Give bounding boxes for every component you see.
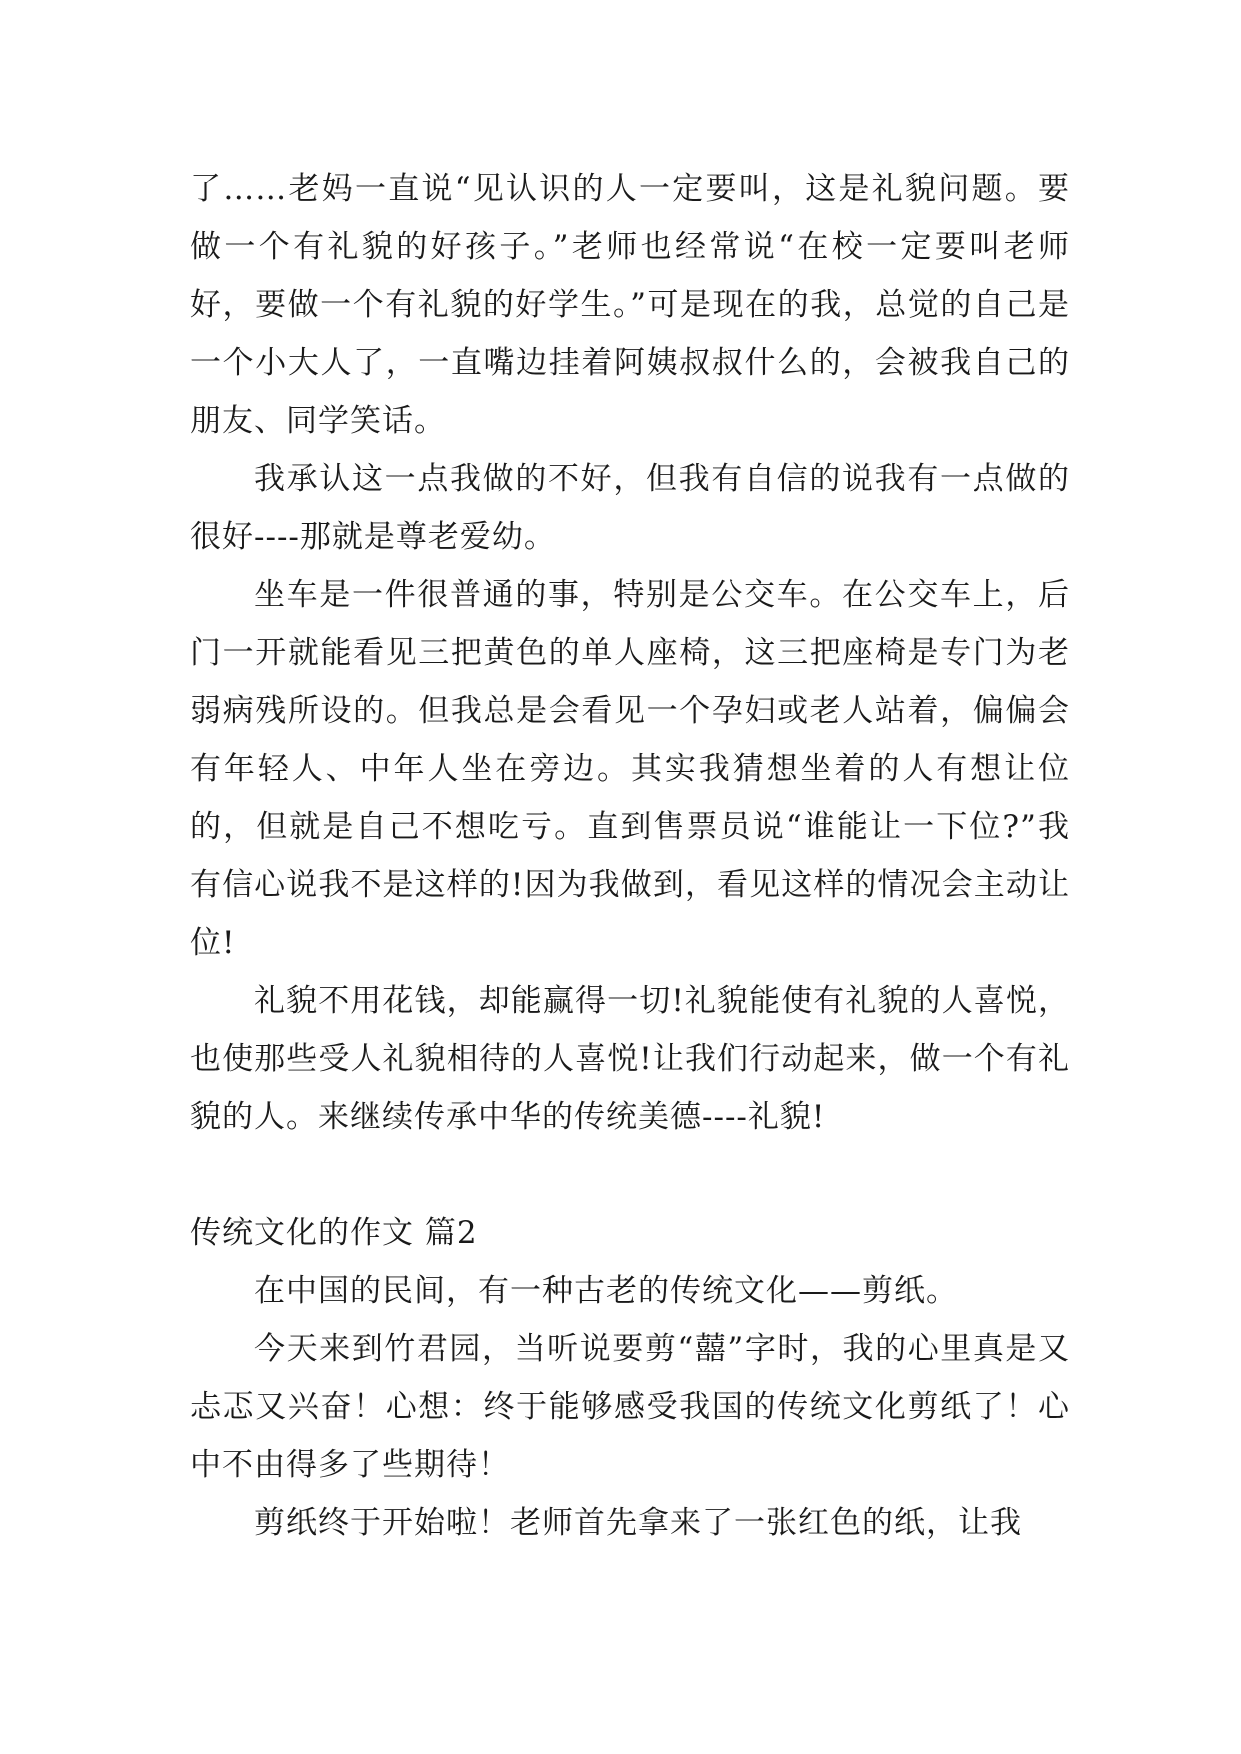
section-paragraph-3: 剪纸终于开始啦！老师首先拿来了一张红色的纸，让我 [254,1505,1022,1541]
section-gap [190,1146,1070,1204]
section-title: 传统文化的作文 篇2 [190,1215,478,1251]
paragraph-1: 了……老妈一直说“见认识的人一定要叫，这是礼貌问题。要做一个有礼貌的好孩子。”老师也经常说“在校一定要叫老师好，要做一个有礼貌的好学生。”可是现在的我，总觉的自己是一个小大人了，一直嘴边挂着阿姨叔叔什么的，会被我自己的朋友、同学笑话。 [190,171,1070,439]
paragraph-2: 我承认这一点我做的不好，但我有自信的说我有一点做的很好----那就是尊老爱幼。 [190,461,1070,555]
paragraph-4: 礼貌不用花钱，却能赢得一切!礼貌能使有礼貌的人喜悦，也使那些受人礼貌相待的人喜悦!让我们行动起来，做一个有礼貌的人。来继续传承中华的传统美德----礼貌! [190,983,1070,1135]
section-paragraph-1: 在中国的民间，有一种古老的传统文化——剪纸。 [254,1273,958,1309]
document-body [190,160,1070,1552]
section-paragraph-2: 今天来到竹君园，当听说要剪“囍”字时，我的心里真是又忐忑又兴奋！心想：终于能够感受我国的传统文化剪纸了！心中不由得多了些期待！ [190,1331,1070,1483]
paragraph-3: 坐车是一件很普通的事，特别是公交车。在公交车上，后门一开就能看见三把黄色的单人座椅，这三把座椅是专门为老弱病残所设的。但我总是会看见一个孕妇或老人站着，偏偏会有年轻人、中年人坐在旁边。其实我猜想坐着的人有想让位的，但就是自己不想吃亏。直到售票员说“谁能让一下位?”我有信心说我不是这样的!因为我做到，看见这样的情况会主动让位! [190,577,1070,961]
